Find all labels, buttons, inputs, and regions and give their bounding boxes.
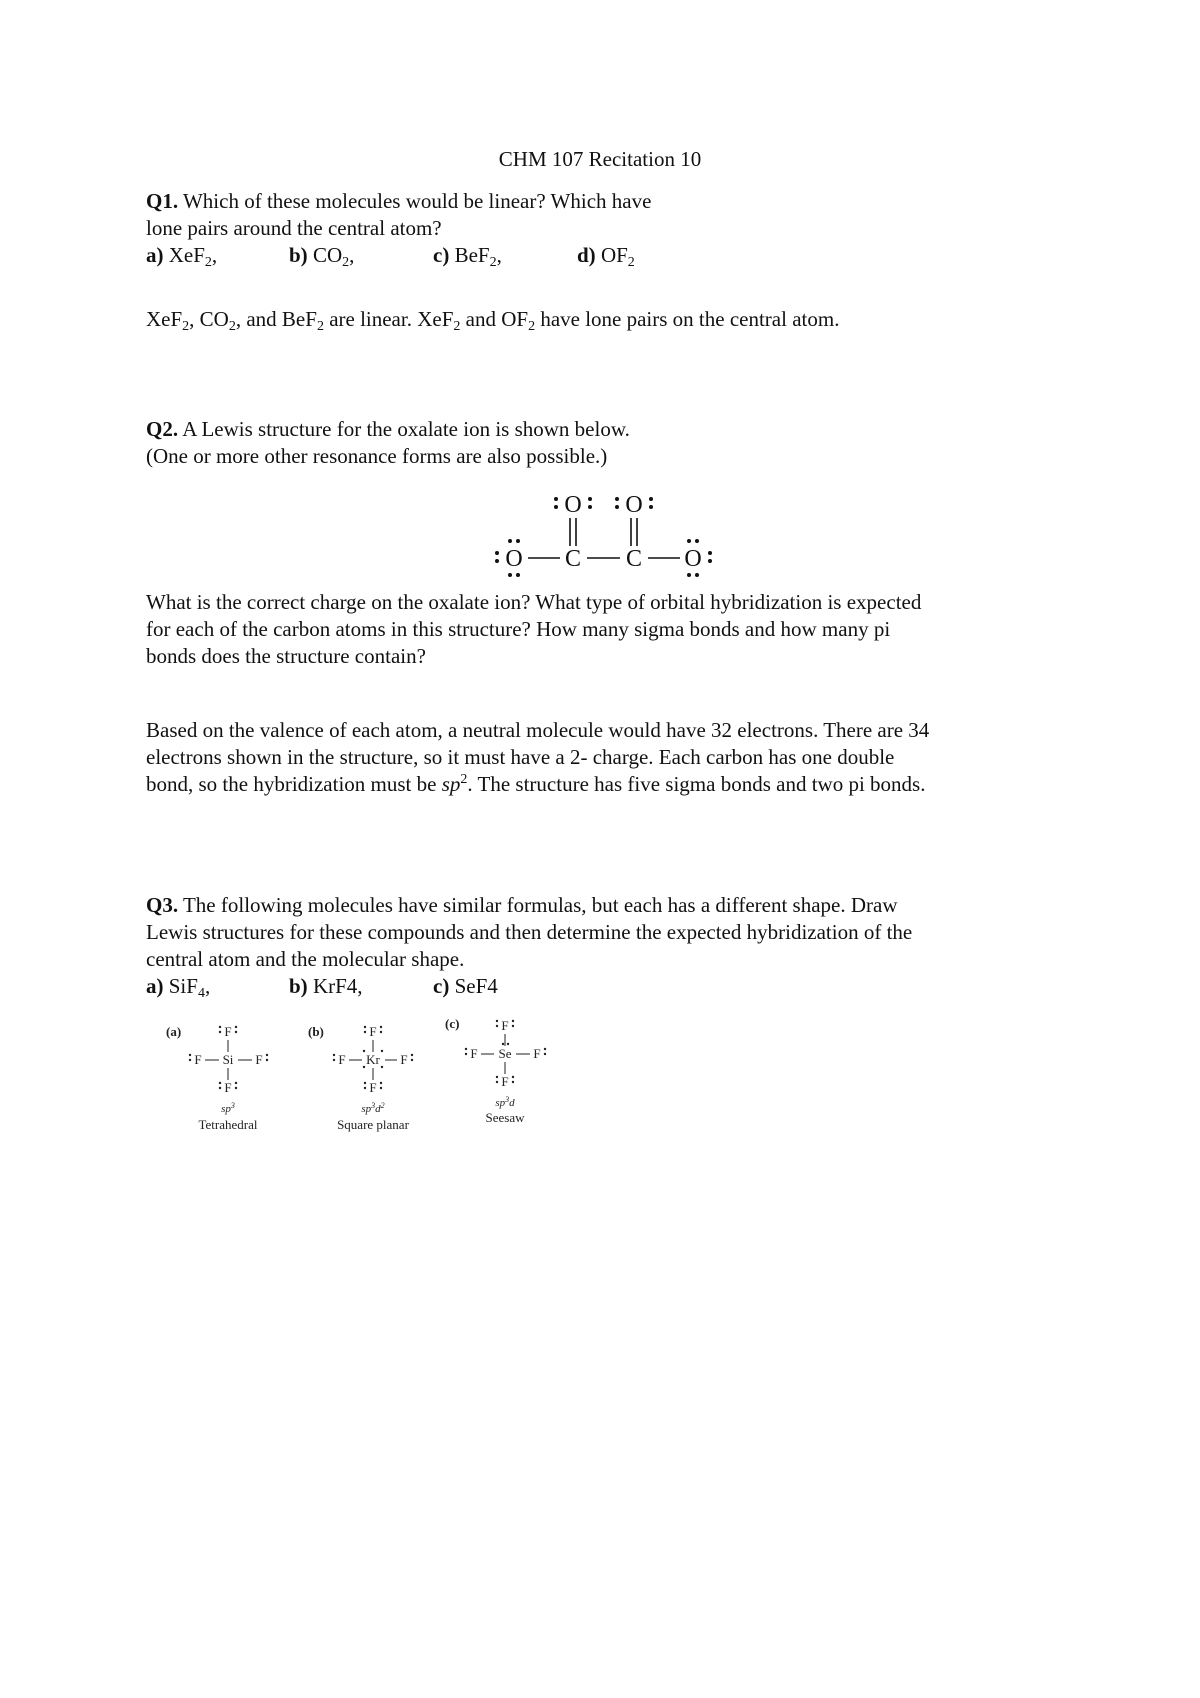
q1-label: Q1. <box>146 189 179 213</box>
q1-option-d-sub: 2 <box>627 255 635 270</box>
q2-question-line2: for each of the carbon atoms in this structure? How many sigma bonds and how many pi <box>146 617 891 641</box>
structure-a-hyb: $sp^3$ <box>221 1101 235 1115</box>
structure-a <box>166 1024 263 1132</box>
q1-answer-part: , CO <box>189 307 229 331</box>
q1-option-b-tail: , <box>349 243 355 267</box>
structure-b-center: Kr <box>366 1052 380 1067</box>
q1-answer-part: and OF <box>460 307 529 331</box>
structure-b-f-top: F <box>369 1024 377 1039</box>
q1-text-line1: Which of these molecules would be linear? Which have <box>182 189 652 213</box>
q2-question-line3: bonds does the structure contain? <box>146 644 426 668</box>
q3-line1 <box>146 891 898 919</box>
q3-option-a-sub: 4 <box>197 986 205 1001</box>
q1-answer-part: are linear. XeF <box>323 307 454 331</box>
structure-b-tag: (b) <box>308 1024 324 1039</box>
oxalate-top-o1: O <box>564 492 582 518</box>
structure-b-f-left: F <box>338 1052 346 1067</box>
q1-option-d-formula: OF <box>600 243 628 267</box>
q1-option-c-sub: 2 <box>489 255 497 270</box>
q2-answer-line2: electrons shown in the structure, so it must have a 2- charge. Each carbon has one double <box>146 745 895 769</box>
q3-lewis-structures-figure <box>160 1015 580 1145</box>
q3-option-a-letter: a) <box>146 974 164 998</box>
q2-intro-line1 <box>146 415 630 443</box>
oxalate-right-o: O <box>684 546 702 572</box>
q2-answer-line3-post: . The structure has five sigma bonds and two pi bonds. <box>467 772 926 796</box>
q1-answer-part: have lone pairs on the central atom. <box>535 307 840 331</box>
structure-c-tag: (c) <box>445 1016 460 1031</box>
q2-question-line1: What is the correct charge on the oxalate ion? What type of orbital hybridization is expected <box>146 590 922 614</box>
q3-line3: central atom and the molecular shape. <box>146 947 465 971</box>
q2-answer-hybridization: sp <box>441 772 461 796</box>
structure-c-f-left: F <box>470 1046 478 1061</box>
q1-option-a-tail: , <box>211 243 218 267</box>
q3-option-a-tail: , <box>204 974 211 998</box>
q1-answer-part: XeF <box>146 307 183 331</box>
q2-intro-text: A Lewis structure for the oxalate ion is shown below. <box>182 417 630 441</box>
structure-c-hyb: $sp^3d$ <box>495 1095 515 1109</box>
q1-option-a <box>146 241 217 269</box>
q3-option-c-formula: SeF4 <box>454 974 498 998</box>
structure-a-tag: (a) <box>166 1024 182 1039</box>
structure-c-f-bottom: F <box>501 1074 509 1089</box>
q3-line1-text: The following molecules have similar formulas, but each has a different shape. Draw <box>182 893 898 917</box>
oxalate-lewis-structure <box>490 486 730 578</box>
q1-option-d-letter: d) <box>577 243 596 267</box>
oxalate-lone-pairs <box>495 497 712 577</box>
oxalate-left-o: O <box>505 546 523 572</box>
q1-option-c <box>433 241 502 269</box>
q1-option-c-letter: c) <box>433 243 450 267</box>
structure-b-shape: Square planar <box>337 1117 409 1132</box>
q1-option-b <box>289 241 354 269</box>
structure-b-f-right: F <box>400 1052 408 1067</box>
q2-answer-line3-pre: bond, so the hybridization must be <box>146 772 442 796</box>
q1-text-line2: lone pairs around the central atom? <box>146 216 442 240</box>
q1-option-c-tail: , <box>496 243 502 267</box>
structure-c-shape: Seesaw <box>485 1110 525 1125</box>
q3-label: Q3. <box>146 893 179 917</box>
structure-a-center: Si <box>222 1052 234 1067</box>
q1-answer-sub: 2 <box>182 319 190 334</box>
q1-answer <box>146 305 839 333</box>
q1-answer-sub: 2 <box>528 319 536 334</box>
q1-answer-part: , and BeF <box>235 307 317 331</box>
q1-question-line1 <box>146 187 651 215</box>
q3-option-a <box>146 972 210 1000</box>
q1-option-a-letter: a) <box>146 243 164 267</box>
q2-answer-hybridization-sup: 2 <box>460 772 468 787</box>
q2-answer-line1: Based on the valence of each atom, a neutral molecule would have 32 electrons. There are 34 <box>146 718 930 742</box>
q1-option-a-sub: 2 <box>204 255 212 270</box>
structure-a-shape: Tetrahedral <box>198 1117 258 1132</box>
oxalate-c1: C <box>564 546 582 572</box>
q1-answer-sub: 2 <box>228 319 236 334</box>
q1-option-d <box>577 241 635 269</box>
q3-option-a-formula: SiF <box>168 974 198 998</box>
structure-b <box>308 1024 410 1132</box>
q2-intro-line2: (One or more other resonance forms are also possible.) <box>146 444 608 468</box>
oxalate-top-o2: O <box>625 492 643 518</box>
structure-a-f-left: F <box>194 1052 202 1067</box>
structure-a-f-bottom: F <box>224 1080 232 1095</box>
q3-option-b-letter: b) <box>289 974 308 998</box>
structure-b-hyb: $sp^3d^2$ <box>361 1101 385 1115</box>
q3-option-c-letter: c) <box>433 974 450 998</box>
structure-c <box>445 1016 541 1125</box>
structure-a-f-top: F <box>224 1024 232 1039</box>
q3-line2: Lewis structures for these compounds and then determine the expected hybridization of the <box>146 920 913 944</box>
q1-answer-sub: 2 <box>316 319 324 334</box>
q1-option-c-formula: BeF <box>454 243 490 267</box>
structure-c-center: Se <box>498 1046 512 1061</box>
structure-c-f-top: F <box>501 1018 509 1033</box>
q1-option-b-sub: 2 <box>342 255 350 270</box>
oxalate-c2: C <box>625 546 643 572</box>
structure-c-f-right: F <box>533 1046 541 1061</box>
q3-option-b-formula: KrF4, <box>312 974 363 998</box>
q1-option-b-letter: b) <box>289 243 308 267</box>
q1-answer-sub: 2 <box>453 319 461 334</box>
page-title: CHM 107 Recitation 10 <box>498 147 702 171</box>
structure-a-f-right: F <box>255 1052 263 1067</box>
q1-option-a-formula: XeF <box>168 243 205 267</box>
q3-option-c <box>433 972 498 1000</box>
q1-option-b-formula: CO <box>312 243 343 267</box>
q2-answer-line3 <box>146 770 925 798</box>
structure-b-f-bottom: F <box>369 1080 377 1095</box>
q2-label: Q2. <box>146 417 179 441</box>
oxalate-bonds <box>528 518 680 558</box>
q3-option-b <box>289 972 363 1000</box>
